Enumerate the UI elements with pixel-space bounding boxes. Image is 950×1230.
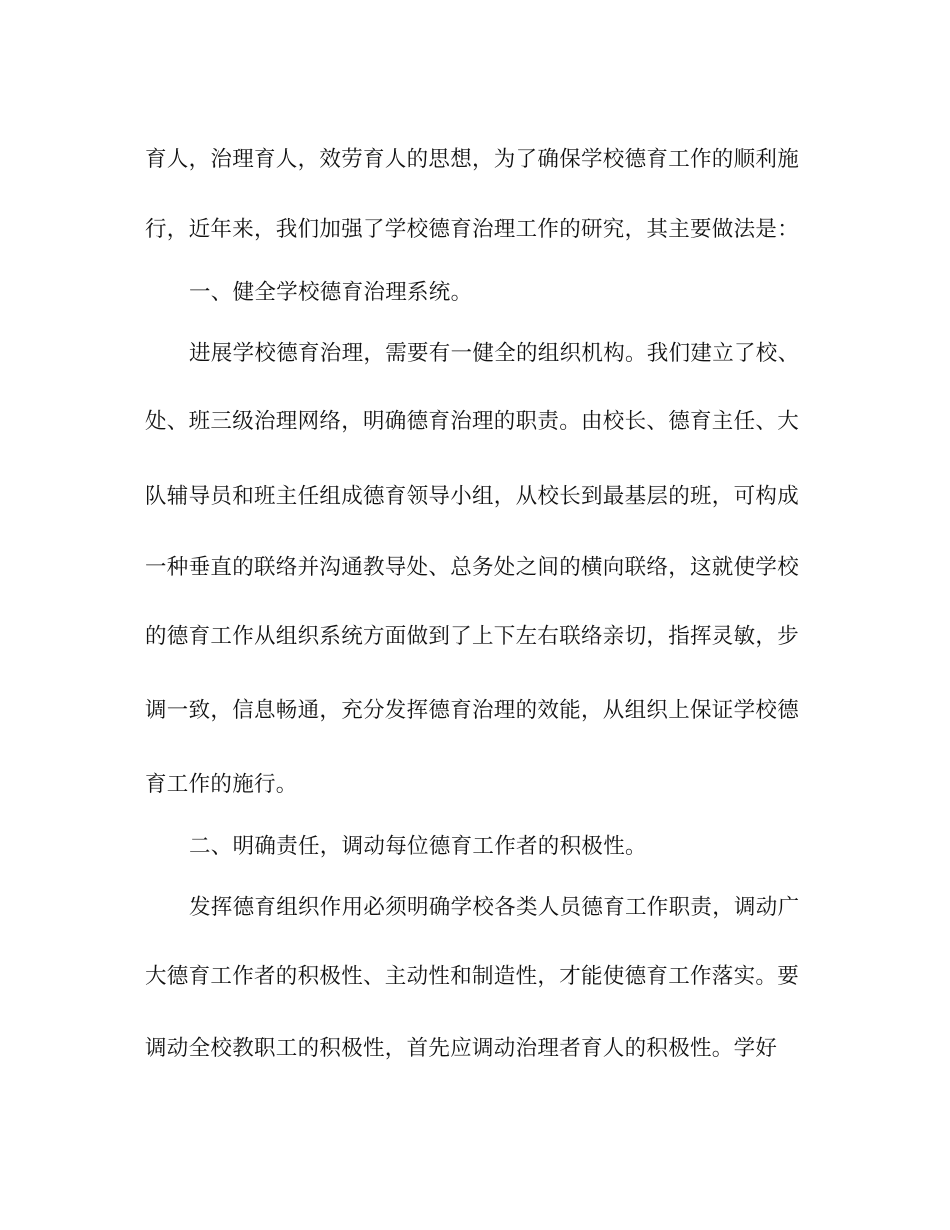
paragraph-line: 育工作的施行。 bbox=[145, 772, 298, 797]
paragraph-line: 进展学校德育治理，需要有一健全的组织机构。我们建立了校、 bbox=[189, 341, 800, 366]
paragraph-line: 队辅导员和班主任组成德育领导小组，从校长到最基层的班，可构成 bbox=[145, 484, 800, 509]
paragraph-line: 发挥德育组织作用必须明确学校各类人员德育工作职责，调动广 bbox=[189, 895, 800, 920]
paragraph-line: 行，近年来，我们加强了学校德育治理工作的研究，其主要做法是： bbox=[145, 217, 800, 242]
paragraph-line: 处、班三级治理网络，明确德育治理的职责。由校长、德育主任、大 bbox=[145, 409, 800, 434]
section-heading: 一、健全学校德育治理系统。 bbox=[189, 280, 473, 305]
paragraph-line: 调一致，信息畅通，充分发挥德育治理的效能，从组织上保证学校德 bbox=[145, 698, 800, 723]
paragraph-line: 大德育工作者的积极性、主动性和制造性，才能使德育工作落实。要 bbox=[145, 964, 800, 989]
paragraph-line: 育人，治理育人，效劳育人的思想，为了确保学校德育工作的顺利施 bbox=[145, 147, 800, 172]
paragraph-line: 调动全校教职工的积极性，首先应调动治理者育人的积极性。学好 bbox=[145, 1036, 778, 1061]
paragraph-line: 一种垂直的联络并沟通教导处、总务处之间的横向联络，这就使学校 bbox=[145, 555, 800, 580]
section-heading: 二、明确责任，调动每位德育工作者的积极性。 bbox=[189, 834, 647, 859]
paragraph-line: 的德育工作从组织系统方面做到了上下左右联络亲切，指挥灵敏，步 bbox=[145, 624, 800, 649]
